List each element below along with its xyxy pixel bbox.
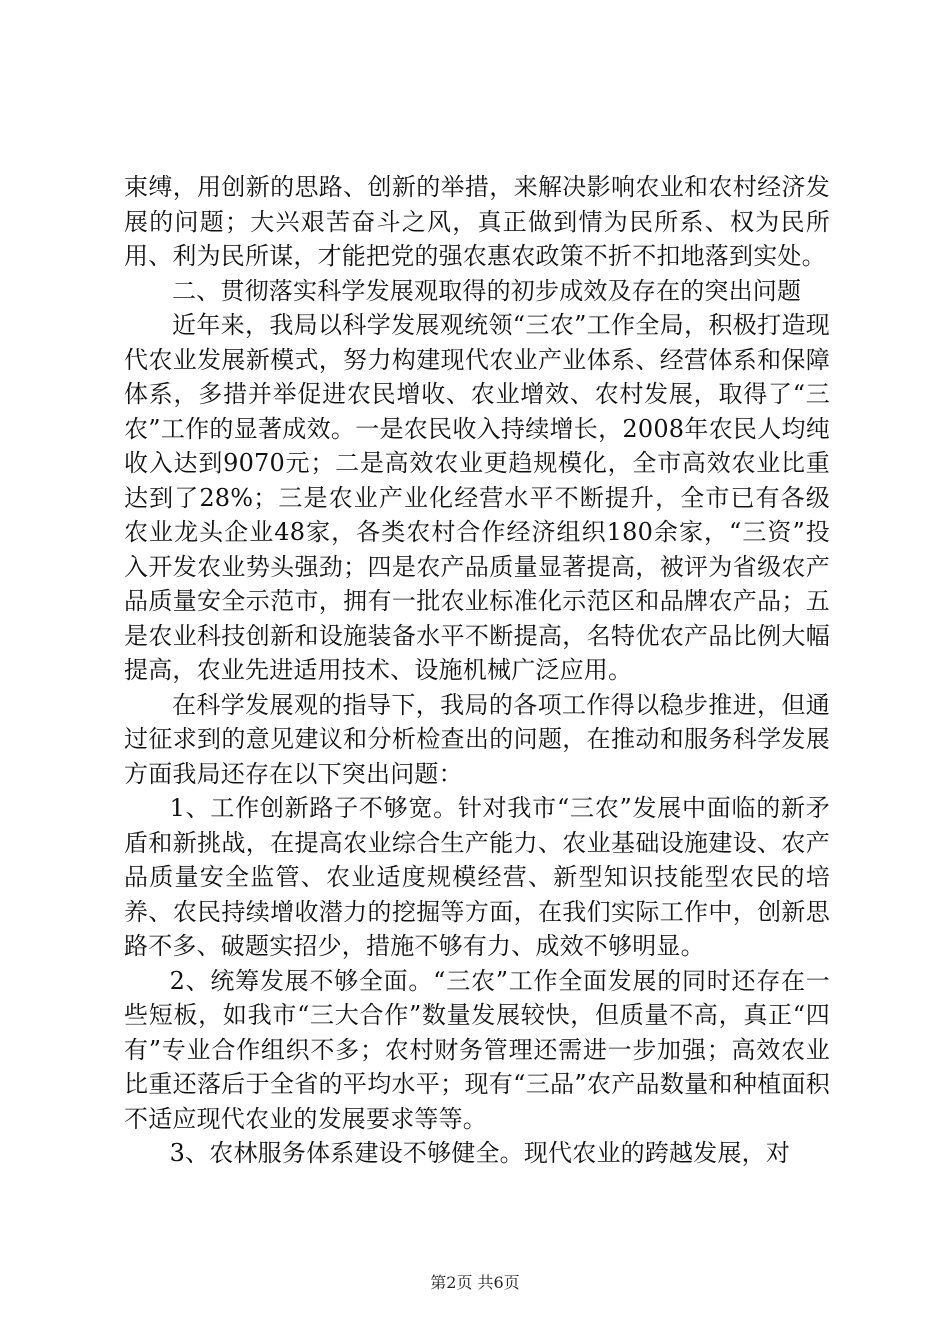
- paragraph-problem-1: 1、工作创新路子不够宽。针对我市“三农”发展中面临的新矛盾和新挑战，在提高农业综合生产能力、农业基础设施建设、农产品质量安全监管、农业适度规模经营、新型知识技能型农民的培养、农民持续增收潜力的挖掘等方面，在我们实际工作中，创新思路不多、破题实招少，措施不够有力、成效不够明显。: [124, 794, 830, 960]
- paragraph-problems-intro: 在科学发展观的指导下，我局的各项工作得以稳步推进，但通过征求到的意见建议和分析检查出的问题，在推动和服务科学发展方面我局还存在以下突出问题：: [124, 690, 830, 788]
- paragraph-achievements: 近年来，我局以科学发展观统领“三农”工作全局，积极打造现代农业发展新模式，努力构建现代农业产业体系、经营体系和保障体系，多措并举促进农民增收、农业增效、农村发展，取得了“三农”工作的显著成效。一是农民收入持续增长，2008年农民人均纯收入达到9070元；二是高效农业更趋规模化，全市高效农业比重达到了28%；三是农业产业化经营水平不断提升，全市已有各级农业龙头企业48家，各类农村合作经济组织180余家，“三资”投入开发农业势头强劲；四是农产品质量显著提高，被评为省级农产品质量安全示范市，拥有一批农业标准化示范区和品牌农产品；五是农业科技创新和设施装备水平不断提高，名特优农产品比例大幅提高，农业先进适用技术、设施机械广泛应用。: [124, 311, 830, 684]
- paragraph-problem-3: 3、农林服务体系建设不够健全。现代农业的跨越发展，对: [169, 1139, 791, 1167]
- document-body: [124, 170, 830, 1171]
- section-heading: 二、贯彻落实科学发展观取得的初步成效及存在的突出问题: [172, 276, 802, 305]
- page-footer: 第2页 共6页: [430, 1273, 520, 1292]
- paragraph-continuation: 束缚，用创新的思路、创新的举措，来解决影响农业和农村经济发展的问题；大兴艰苦奋斗之风，真正做到情为民所系、权为民所用、利为民所谋，才能把党的强农惠农政策不折不扣地落到实处。: [124, 173, 830, 270]
- paragraph-problem-2: 2、统筹发展不够全面。“三农”工作全面发展的同时还存在一些短板，如我市“三大合作”数量发展较快，但质量不高，真正“四有”专业合作组织不多；农村财务管理还需进一步加强；高效农业比重还落后于全省的平均水平；现有“三品”农产品数量和种植面积不适应现代农业的发展要求等等。: [124, 966, 830, 1133]
